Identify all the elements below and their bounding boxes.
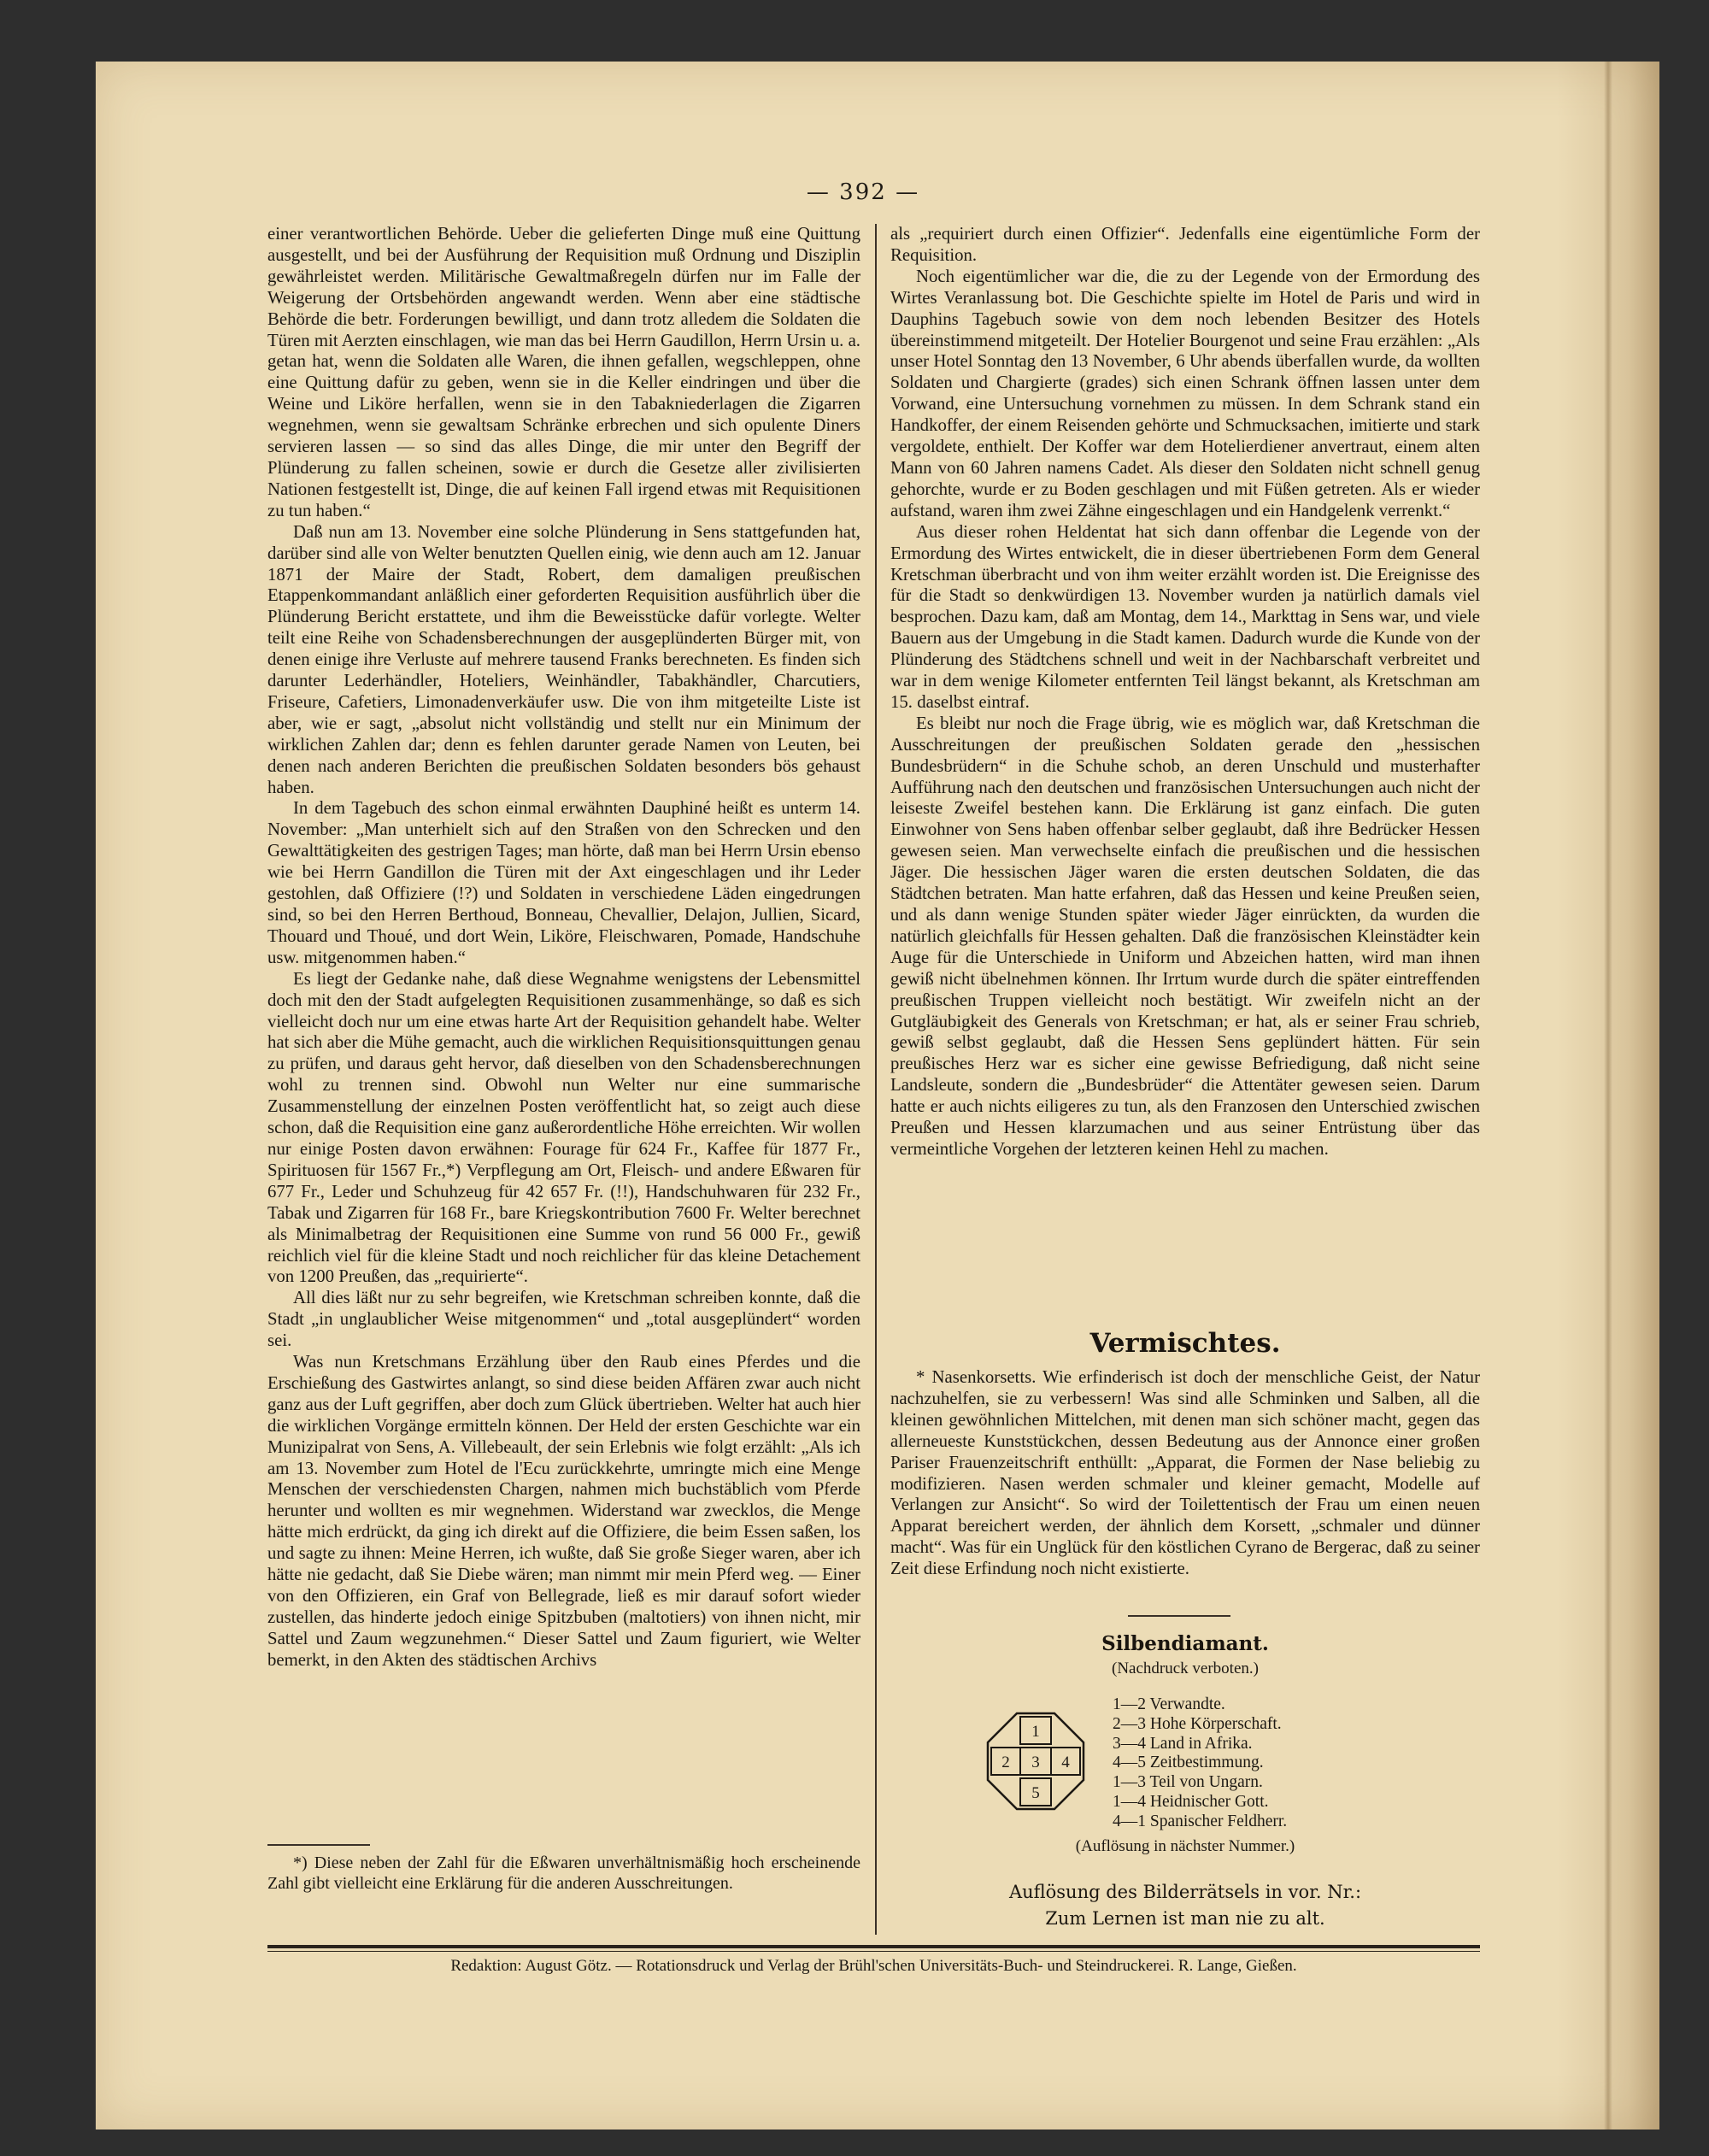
puzzle-clue: 4—5 Zeitbestimmung. xyxy=(1113,1754,1264,1772)
misc-article-text: * Nasenkorsetts. Wie erfinderisch ist doch der menschliche Geist, der Natur nachzuhelfen, sie zu verbessern! Was sind alle Schminken und Salben, all die kleinen gewöhnlichen Mittelchen, mit denen man sich schöner macht, gegen das allerneueste Kunststückchen, dessen Bedeutung aus der Annonce einer großen Pariser Frauenzeitschrift enthüllt: „Apparat, die Formen der Nase beliebig zu modifizieren. Nasen werden schmaler und kleiner gemacht, Modelle auf Verlangen zur Ansicht“. So wird der Toilettentisch der Frau um einen neuen Apparat bereichert werden, der ähnlich dem Korsett, „schmaler und dünner macht“. Was für ein Unglück für den köstlichen Cyrano de Bergerac, daß zu seiner Zeit diese Erfindung noch nicht existierte. xyxy=(890,1367,1480,1579)
footnote-rule xyxy=(267,1844,370,1846)
grid-number: 3 xyxy=(1031,1754,1040,1771)
grid-number: 2 xyxy=(1001,1754,1010,1771)
bottom-rule-thin xyxy=(267,1951,1480,1952)
left-paragraph: Daß nun am 13. November eine solche Plünderung in Sens stattgefunden hat, darüber sind alle von Welter benutzten Quellen einig, wie denn auch am 12. Januar 1871 der Maire der Stadt, Robert, dem damaligen preußischen Etappenkommandant anläßlich einer geforderten Requisition ausführlich über die Plünderung Bericht erstattete, und ihm die Beweisstücke dafür vorlegte. Welter teilt eine Reihe von Schadensberechnungen der ausgeplünderten Bürger mit, von denen einige ihre Verluste auf mehrere tausend Franks berechneten. Es finden sich darunter Lederhändler, Hoteliers, Weinhändler, Tabakhändler, Charcutiers, Friseure, Cafetiers, Limonadenverkäufer usw. Die von ihm mitgeteilte Liste ist aber, wie er sagt, „absolut nicht vollständig und stellt nur ein Minimum der wirklichen Zahlen dar; denn es fehlen darunter gerade Namen von Leuten, bei denen nach anderen Berichten die preußischen Soldaten besonders bös gehaust haben. xyxy=(267,521,860,797)
syllable-diamond-grid xyxy=(984,1710,1087,1812)
puzzle-title: Silbendiamant. xyxy=(1101,1632,1269,1655)
left-paragraph: Was nun Kretschmans Erzählung über den Raub eines Pferdes und die Erschießung des Gastwirtes anlangt, so sind diese beiden Affären zwar auch nicht ganz aus der Luft gegriffen, aber doch zum Glück übertrieben. Welter hat auch hier die wirklichen Vorgänge ermitteln können. Der Held der ersten Geschichte war ein Munizipalrat von Sens, A. Villebeault, der sein Erlebnis wie folgt erzählt: „Als ich am 13. November zum Hotel de l'Ecu zurückkehrte, umringte mich eine Menge Menschen der verschiedensten Chargen, nahmen mich buchstäblich vom Pferde herunter und wollten es mir wegnehmen. Widerstand war zwecklos, die Menge hätte mich erdrückt, da ging ich direkt auf die Offiziere, die beim Essen saßen, los und sagte zu ihnen: Meine Herren, ich wußte, daß Sie große Sieger waren, aber ich hätte nie gedacht, daß Sie Diebe wären; man nimmt mir mein Pferd weg. — Einer von den Offizieren, ein Graf von Bellegrade, ließ es mir darauf sofort wieder zustellen, das hinderte jedoch einige Spitzbuben (maltotiers) von ihnen nicht, mir Sattel und Zaum wegzunehmen.“ Dieser Sattel und Zaum figuriert, wie Welter bemerkt, in den Akten des städtischen Archivs xyxy=(267,1352,860,1670)
puzzle-note: (Auflösung in nächster Nummer.) xyxy=(1075,1837,1295,1855)
right-paragraph: Aus dieser rohen Heldentat hat sich dann offenbar die Legende von der Ermordung des Wirtes entwickelt, die in dieser übertriebenen Form dem General Kretschman überbracht und von ihm weiter erzählt worden ist. Die Ereignisse des für die Stadt so denkwürdigen 13. November wurden ja natürlich damals viel besprochen. Dazu kam, daß am Montag, dem 14., Markttag in Sens war, und viele Bauern aus der Umgebung in die Stadt kamen. Dadurch wurde die Kunde von der Plünderung des Städtchens schnell und weit in der Nachbarschaft verbreitet und war in dem wenige Kilometer entfernten Teil längst bekannt, als Kretschman am 15. daselbst eintraf. xyxy=(890,521,1480,712)
diamond-svg xyxy=(984,1710,1087,1812)
section-rule xyxy=(1128,1615,1230,1617)
puzzle-clue: 1—4 Heidnischer Gott. xyxy=(1113,1792,1269,1811)
puzzle-clues xyxy=(1113,1695,1369,1832)
left-column xyxy=(267,224,860,1671)
right-column xyxy=(890,224,1480,1160)
puzzle-clue: 3—4 Land in Afrika. xyxy=(1113,1734,1253,1753)
puzzle-clue: 1—3 Teil von Ungarn. xyxy=(1113,1773,1263,1792)
bottom-rule xyxy=(267,1945,1480,1948)
puzzle-subtitle: (Nachdruck verboten.) xyxy=(1112,1660,1259,1677)
column-divider xyxy=(875,224,877,1935)
left-paragraph: All dies läßt nur zu sehr begreifen, wie Kretschman schreiben konnte, daß die Stadt „in unglaublicher Weise mitgenommen“ und „total ausgeplündert“ worden sei. xyxy=(267,1288,860,1351)
grid-number: 1 xyxy=(1031,1723,1040,1741)
left-paragraph: In dem Tagebuch des schon einmal erwähnten Dauphiné heißt es unterm 14. November: „Man unterhielt sich auf den Straßen von den Schrecken und den Gewalttätigkeiten des gestrigen Tages; man hörte, daß man bei Herrn Ursin ebenso wie bei Herrn Gandillon die Türen mit der Axt eingeschlagen und ihr Leder gestohlen, daß Offiziere (!?) und Soldaten in verschiedene Läden eingedrungen sind, so bei den Herren Berthoud, Bonneau, Chevallier, Delajon, Jullien, Sicard, Thouard und Thoué, und dort Wein, Liköre, Fleischwaren, Pomade, Handschuhe usw. mitgenommen haben.“ xyxy=(267,798,860,967)
misc-article xyxy=(890,1367,1480,1580)
grid-number: 4 xyxy=(1061,1754,1070,1771)
footnote: *) Diese neben der Zahl für die Eßwaren unverhältnismäßig hoch erscheinende Zahl gibt vielleicht eine Erklärung für die anderen Ausschreitungen. xyxy=(267,1853,860,1893)
right-paragraph: als „requiriert durch einen Offizier“. Jedenfalls eine eigentümliche Form der Requisition. xyxy=(890,224,1480,265)
page-number: — 392 — xyxy=(806,179,920,205)
left-paragraph: Es liegt der Gedanke nahe, daß diese Wegnahme wenigstens der Lebensmittel doch mit den der Stadt aufgelegten Requisitionen zusammenhänge, so daß es sich vielleicht doch nur um eine etwas harte Art der Requisition gehandelt habe. Welter hat sich aber die Mühe gemacht, auch die wirklichen Requisitionsquittungen genau zu prüfen, und daraus geht hervor, daß dieselben von den Schadensberechnungen wohl zu trennen sind. Obwohl nun Welter nur eine summarische Zusammenstellung der einzelnen Posten veröffentlicht hat, so zeigt auch diese schon, daß die Requisition eine ganz außerordentliche Höhe erreichten. Wir wollen nur einige Posten davon erwähnen: Fourage für 624 Fr., Kaffee für 1877 Fr., Spirituosen für 1567 Fr.,*) Verpflegung am Ort, Fleisch- und andere Eßwaren für 677 Fr., Leder und Schuhzeug für 42 657 Fr. (!!), Handschuhwaren für 232 Fr., Tabak und Zigarren für 168 Fr., bare Kriegskontribution 7600 Fr. Welter berechnet als Minimalbetrag der Requisitionen eine Summe von rund 56 000 Fr., gewiß reichlich viel für die kleine Stadt und noch reichlicher für das kleine Detachement von 1200 Preußen, das „requirierte“. xyxy=(267,968,860,1287)
grid-number: 5 xyxy=(1031,1784,1040,1802)
right-paragraph: Noch eigentümlicher war die, die zu der Legende von der Ermordung des Wirtes Veranlassung bot. Die Geschichte spielte im Hotel de Paris und wird in Dauphins Tagebuch sowie von dem noch lebenden Besitzer des Hotels übereinstimmend mitgeteilt. Der Hotelier Bourgenot und seine Frau erzählen: „Als unser Hotel Sonntag den 13 November, 6 Uhr abends überfallen wurde, da wollten Soldaten und Chargierte (grades) sich einen Schrank öffnen lassen unter dem Vorwand, eine Untersuchung vornehmen zu müssen. In dem Schrank stand ein Handkoffer, der einem Reisenden gehörte und Schmucksachen, imitierte und stark vergoldete, enthielt. Der Koffer war dem Hotelierdiener anvertraut, einem alten Mann von 60 Jahren namens Cadet. Als dieser den Soldaten nicht schnell genug gehorchte, wurde er zu Boden geschlagen und mit Füßen getreten. Als er wieder aufstand, waren ihm zwei Zähne eingeschlagen und ein Handgelenk verrenkt.“ xyxy=(890,266,1480,520)
section-heading-vermischtes: Vermischtes. xyxy=(1089,1328,1281,1359)
solution-title: Auflösung des Bilderrätsels in vor. Nr.: xyxy=(1008,1882,1362,1902)
page-fold xyxy=(1604,62,1612,2130)
puzzle-clue: 4—1 Spanischer Feldherr. xyxy=(1113,1812,1288,1830)
puzzle-clue: 1—2 Verwandte. xyxy=(1113,1695,1225,1713)
solution-text: Zum Lernen ist man nie zu alt. xyxy=(1045,1908,1325,1929)
puzzle-clue: 2—3 Hohe Körperschaft. xyxy=(1113,1714,1282,1733)
imprint-line: Redaktion: August Götz. — Rotationsdruck und Verlag der Brühl'schen Universitäts-Buch- und Steindruckerei. R. Lange, Gießen. xyxy=(450,1957,1297,1975)
right-paragraph: Es bleibt nur noch die Frage übrig, wie es möglich war, daß Kretschman die Ausschreitungen der preußischen Soldaten gerade den „hessischen Bundesbrüdern“ in die Schuhe schob, an deren Unschuld und musterhafter Aufführung nach den deutschen und französischen Untersuchungen auch nicht der leiseste Zweifel bestehen kann. Die Erklärung ist ganz einfach. Die guten Einwohner von Sens haben offenbar selber geglaubt, daß ihre Bedrücker Hessen gewesen seien. Man verwechselte einfach die preußischen und die hessischen Jäger. Die hessischen Jäger waren die ersten deutschen Soldaten, die das Städtchen betraten. Man hatte erfahren, daß das Hessen und keine Preußen seien, und als dann wenige Stunden später wieder Jäger einrückten, da wurden die natürlich gleichfalls für Hessen gehalten. Daß die französischen Kleinstädter kein Auge für die Unterschiede in Uniform und Abzeichen hatten, wird man ihnen gewiß nicht übelnehmen können. Ihr Irrtum wurde durch die später eintreffenden preußischen Truppen vielleicht noch bestätigt. Wir zweifeln nicht an der Gutgläubigkeit des Generals von Kretschman; er hat, als er seiner Frau schrieb, gewiß selbst geglaubt, daß die Hessen Sens geplündert hätten. Für sein preußisches Herz war es sicher eine gewisse Befriedigung, daß nicht seine Landsleute, sondern die „Bundesbrüder“ die Attentäter gewesen seien. Darum hatte er auch nichts eiligeres zu tun, als den Franzosen den Unterschied zwischen Preußen und Hessen klarzumachen und aus seiner Entrüstung über das vermeintliche Vorgehen der letzteren keinen Hehl zu machen. xyxy=(890,713,1480,1159)
left-paragraph: einer verantwortlichen Behörde. Ueber die gelieferten Dinge muß eine Quittung ausgestellt, und bei der Ausführung der Requisition muß Ordnung und Disziplin gewährleistet werden. Militärische Gewaltmaßregeln dürfen nur im Falle der Weigerung der Ortsbehörden angewandt werden. Wenn aber eine städtische Behörde die betr. Forderungen bewilligt, und dann trotz alledem die Soldaten die Türen mit Aerzten einschlagen, wie man das bei Herrn Gaudillon, Herrn Ursin u. a. getan hat, wenn die Soldaten alle Waren, die ihnen gefallen, wegschleppen, ohne eine Quittung dafür zu geben, wenn sie in die Keller eindringen und über die Weine und Liköre herfallen, wenn sie in den Tabakniederlagen die Zigarren wegnehmen, wenn sie gewaltsam Schränke erbrechen und sich opulente Diners servieren lassen — so sind das alles Dinge, die mir unter den Begriff der Plünderung zu fallen scheinen, sowie er durch die Gesetze aller zivilisierten Nationen festgestellt ist, Dinge, die auf keinen Fall irgend etwas mit Requisitionen zu tun haben.“ xyxy=(267,224,860,520)
